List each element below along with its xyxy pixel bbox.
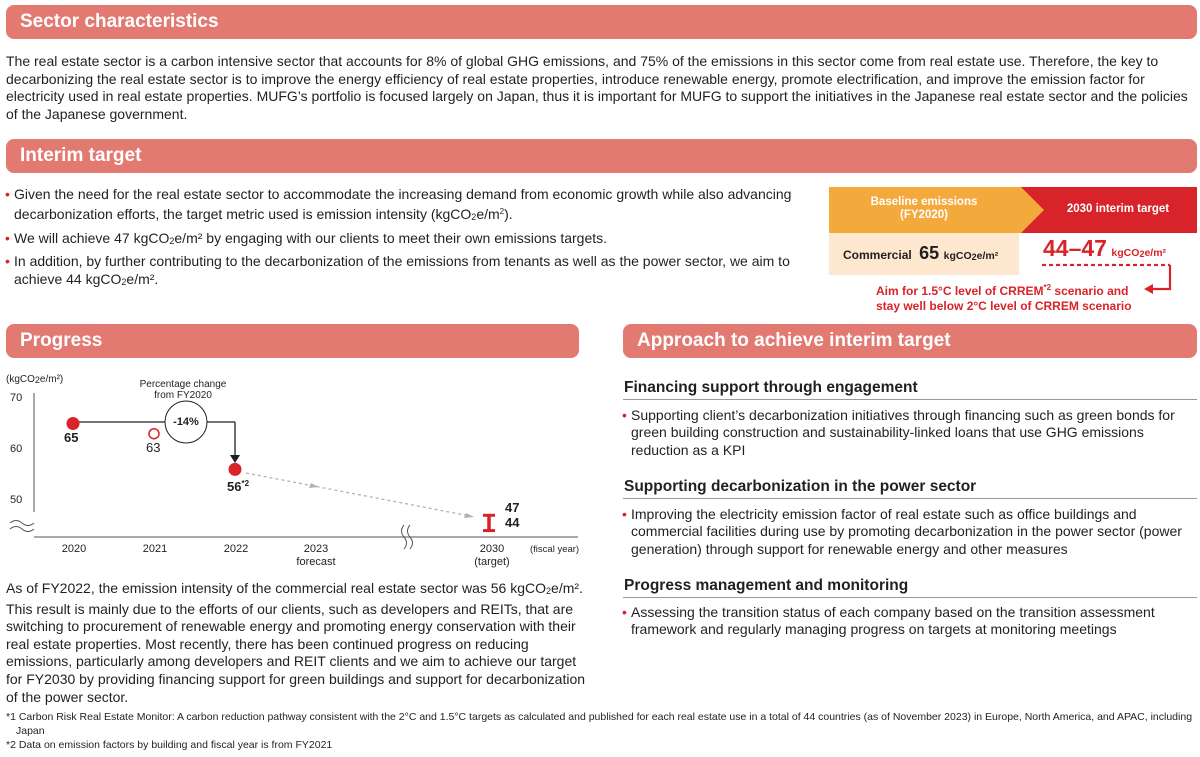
baseline-label: Baseline emissions (FY2020) — [870, 196, 978, 221]
sector-header — [6, 5, 1197, 39]
annotation-value: -14% — [173, 416, 199, 428]
x-tick-2023: 2023 forecast — [296, 543, 336, 568]
x-tick-2022: 2022 — [223, 543, 249, 555]
approach-text-3: • Assessing the transition status of each company based on the transition assessment framework and regularly managing progress on targets at monitoring meetings — [622, 604, 1197, 639]
point-label-2020: 65 — [64, 430, 79, 445]
y-tick-70: 70 — [10, 392, 23, 404]
approach-heading-2: Supporting decarbonization in the power sector — [624, 478, 977, 495]
y-unit-label: (kgCO$_2$e/m²) — [6, 374, 64, 385]
interim-header — [6, 139, 1197, 173]
approach-list-1 — [622, 407, 1197, 462]
approach-divider-3 — [623, 597, 1197, 598]
progress-header — [6, 324, 579, 358]
commercial-value: 65 — [919, 243, 940, 263]
approach-header — [623, 324, 1197, 358]
approach-text-1: • Supporting client’s decarbonization initiatives through financing such as green bonds for green building construction and sustainability-linked loans that use GHG emissions reduction as a KPI — [622, 407, 1197, 459]
interim-bullet-2: • We will achieve 47 kgCO$_2$e/m² by engaging with our clients to meet their own emissions targets. — [5, 230, 805, 250]
annotation-title: Percentage change from FY2020 — [139, 379, 227, 401]
trend-end-arrow — [464, 513, 474, 518]
footnote-2: *2 Data on emission factors by building and fiscal year is from FY2021 — [6, 739, 333, 751]
point-label-2021: 63 — [146, 440, 161, 455]
approach-title: Approach to achieve interim target — [637, 330, 951, 351]
progress-title: Progress — [20, 330, 103, 351]
x-tick-2030: 2030 (target) — [474, 543, 510, 568]
connector-arrowhead — [230, 455, 240, 463]
target-value: 44–47 — [1043, 235, 1107, 261]
commercial-row — [843, 243, 998, 264]
point-label-2022: 56$^{*2}$ — [227, 479, 250, 494]
approach-heading-3: Progress management and monitoring — [624, 577, 909, 594]
target-label-high: 47 — [505, 500, 520, 515]
sector-title: Sector characteristics — [20, 11, 219, 32]
interim-title: Interim target — [20, 145, 142, 166]
crrem-note-line2: stay well below 2°C level of CRREM scenario — [876, 299, 1132, 313]
interim-bullet-1: • Given the need for the real estate sector to accommodate the increasing demand from economic growth while also advancing decarbonization efforts, the target metric used is emission intensity $(kgCO_2e/m^2)$. — [5, 186, 805, 227]
target-label: 2030 interim target — [1066, 203, 1170, 215]
x-tick-2021: 2021 — [142, 543, 168, 555]
crrem-note-line1: Aim for 1.5°C level of CRREM$^{*2}$ scenario and — [876, 283, 1129, 298]
target-value-row — [1043, 235, 1166, 262]
approach-heading-1: Financing support through engagement — [624, 379, 918, 396]
progress-chart — [0, 365, 590, 575]
x-unit-label: (fiscal year) — [530, 544, 580, 555]
interim-bullet-3: • In addition, by further contributing to the decarbonization of the emissions from tenants as well as the power sector, we aim to achieve 44 kgCO$_2$e/m². — [5, 253, 805, 291]
crrem-note — [876, 280, 1132, 314]
trend-dashed-line — [246, 473, 470, 516]
footnote-1: *1 Carbon Risk Real Estate Monitor: A carbon reduction pathway consistent with the 2°C and 1.5°C targets as calculated and published for each real estate use in a total of 44 countries (as of November 2023) in Europe, North America, and APAC, including Japan — [6, 711, 1193, 737]
approach-list-3 — [622, 604, 1197, 642]
x-tick-2020: 2020 — [61, 543, 87, 555]
y-tick-60: 60 — [10, 443, 23, 455]
approach-divider-1 — [623, 399, 1197, 400]
progress-body: As of FY2022, the emission intensity of the commercial real estate sector was 56 kgCO$_2$e/m². This result is mainly due to the efforts of our clients, such as developers and REITs, that are switching to procurement of renewable energy and promoting energy conservation with their real estate properties. Most recently, there has been continued progress on reducing emissions, particularly among developers and REIT clients and we aim to achieve our target for FY2030 by providing financing support for green buildings and support for decarbonization of the power sector. — [6, 580, 586, 705]
y-tick-50: 50 — [10, 494, 23, 506]
interim-bullets — [5, 186, 805, 294]
commercial-unit: kgCO$_2$e/m² — [943, 250, 999, 262]
commercial-label: Commercial — [843, 248, 912, 262]
approach-text-2: • Improving the electricity emission factor of real estate such as office buildings and commercial facilities during use by promoting decarbonization in the power sector (power generation) through support for renewable energy and other measures — [622, 506, 1197, 558]
data-point-2022 — [229, 463, 242, 476]
data-point-2020 — [67, 417, 80, 430]
target-label-low: 44 — [505, 515, 520, 530]
approach-divider-2 — [623, 498, 1197, 499]
approach-list-2 — [622, 506, 1197, 561]
y-axis-break — [10, 521, 34, 532]
target-unit: kgCO$_2$e/m² — [1111, 247, 1167, 259]
data-point-2021 — [149, 429, 159, 439]
sector-body: The real estate sector is a carbon intensive sector that accounts for 8% of global GHG emissions, and 75% of the emissions in this sector come from real estate use. Therefore, the key to decarbonizing the real estate sector is to improve the energy efficiency of real estate properties, introduce renewable energy, promote electrification, and improve the emission factor for electricity used in real estate properties. MUFG’s portfolio is focused largely on Japan, thus it is important for MUFG to support the initiatives in the Japanese real estate sector and the policies of the Japanese government. — [6, 53, 1188, 122]
